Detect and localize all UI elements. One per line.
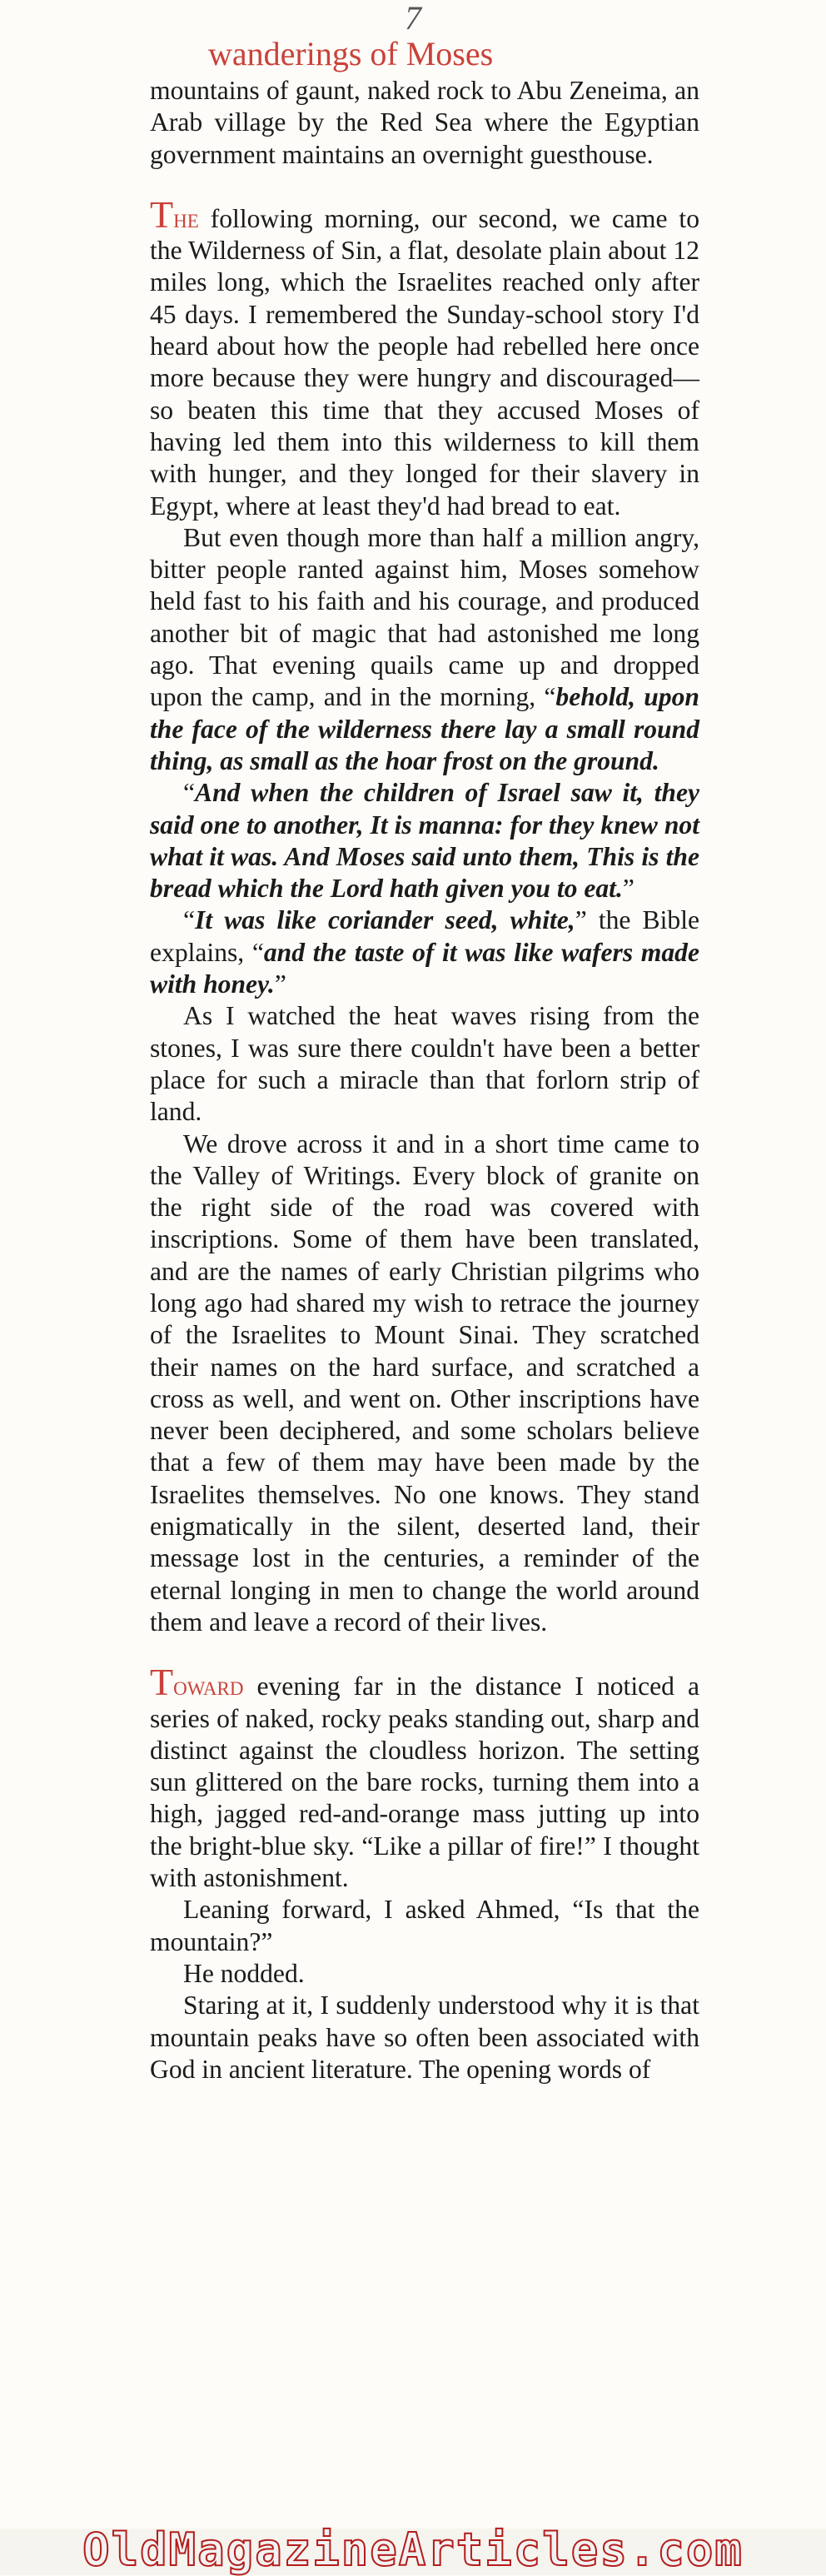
bible-quote: and the taste of it was like wafers made with honey. xyxy=(150,937,699,999)
paragraph-10: He nodded. xyxy=(183,1958,305,1988)
page-number: 7 xyxy=(405,0,421,37)
bible-quote: And when the children of Israel saw it, they said one to another, It is manna: for they knew not what it was. And Moses said unto them, This is the bread which the Lord hath given you to eat. xyxy=(150,778,699,904)
paragraph-text: But even though more than half a million angry, bitter people ranted against him, Moses somehow held fast to his faith and his courage, and produced another bit of magic that had astonished me long ago. That evening quails came up and dropped upon the camp, and in the morning, “ xyxy=(150,522,699,712)
paragraph-6: As I watched the heat waves rising from the stones, I was sure there couldn't have been a better place for such a miracle than that forlorn strip of land. xyxy=(150,1001,699,1127)
paragraph-1: mountains of gaunt, naked rock to Abu Zeneima, an Arab village by the Red Sea where the Egyptian government maintains an overnight guesthouse. xyxy=(150,76,699,169)
paragraph-3 xyxy=(150,522,699,777)
close-quote: ” xyxy=(622,874,634,904)
close-quote: ” xyxy=(274,969,286,999)
paragraph-text: ” the Bible explains, “ xyxy=(150,905,699,967)
paragraph-5 xyxy=(150,904,699,1000)
bible-quote: It was like coriander seed, white, xyxy=(195,905,575,935)
bible-quote: behold, upon the face of the wilderness there lay a small round thing, as small as the hoar frost on the ground. xyxy=(150,682,700,775)
initial-letter: T xyxy=(150,192,174,236)
smallcaps-lead: he xyxy=(173,203,199,234)
paragraph-9: Leaning forward, I asked Ahmed, “Is that the mountain?” xyxy=(150,1895,699,1956)
site-watermark: OldMagazineArticles.com xyxy=(82,2524,744,2576)
smallcaps-lead: oward xyxy=(173,1672,244,1702)
paragraph-text: following morning, our second, we came to the Wilderness of Sin, a flat, desolate plain about 12 miles long, which the Israelites reached only after 45 days. I remembered the Sunday-school story I'd heard about how the people had rebelled here once more because they were hungry and discouraged—so beaten this time that they accused Moses of having led them into this wilderness to kill them with hunger, and they longed for their slavery in Egypt, where at least they'd had bread to eat. xyxy=(150,203,699,521)
paragraph-7: We drove across it and in a short time came to the Valley of Writings. Every block of granite on the right side of the road was covered with inscriptions. Some of them have been translated, and are the names of early Christian pilgrims who long ago had shared my wish to retrace the journey of the Israelites to Mount Sinai. They scratched their names on the hard surface, and scratched a cross as well, and went on. Other inscriptions have never been deciphered, and some scholars believe that a few of them may have been made by the Israelites themselves. No one knows. They stand enigmatically in the silent, deserted land, their message lost in the centuries, a reminder of the eternal longing in men to change the world around them and leave a record of their lives. xyxy=(150,1129,699,1637)
article-column xyxy=(150,75,699,2085)
paragraph-11: Staring at it, I suddenly understood why it is that mountain peaks have so often been associated with God in ancient literature. The opening words of xyxy=(150,1991,699,2084)
open-quote: “ xyxy=(183,905,196,935)
paragraph-4 xyxy=(150,777,699,904)
paragraph-8 xyxy=(150,1661,699,1894)
open-quote: “ xyxy=(183,778,196,808)
initial-letter: T xyxy=(150,1661,174,1704)
running-head: wanderings of Moses xyxy=(208,35,494,72)
paragraph-text: evening far in the distance I noticed a series of naked, rocky peaks standing out, sharp and distinct against the cloudless horizon. The setting sun glittered on the bare rocks, turning them into a high, jagged red-and-orange mass jutting up into the bright-blue sky. “Like a pillar of fire!” I thought with astonishment. xyxy=(150,1672,699,1893)
paragraph-2 xyxy=(150,192,699,522)
